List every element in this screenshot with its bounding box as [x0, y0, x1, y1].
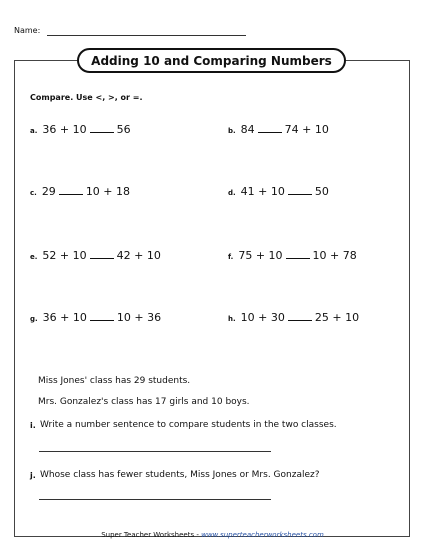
problem-letter: e. — [30, 253, 38, 261]
problem-left-expression: 52 + 10 — [42, 249, 87, 262]
problem-letter: b. — [228, 127, 236, 135]
problem-letter: f. — [228, 253, 234, 261]
question-j-text: Whose class has fewer students, Miss Jones or Mrs. Gonzalez? — [40, 470, 320, 480]
problem-letter: a. — [30, 127, 38, 135]
problem-d — [228, 185, 329, 198]
story-line-1: Miss Jones' class has 29 students. — [38, 376, 191, 386]
question-letter-i: i. — [30, 421, 36, 430]
problem-b — [228, 123, 329, 136]
problem-letter: g. — [30, 315, 38, 323]
problem-h — [228, 311, 359, 324]
problem-g — [30, 311, 161, 324]
footer-brand: Super Teacher Worksheets — [101, 531, 195, 539]
instructions: Compare. Use <, >, or =. — [30, 93, 143, 102]
name-field[interactable] — [47, 35, 246, 36]
worksheet-title: Adding 10 and Comparing Numbers — [77, 48, 346, 73]
problem-left-expression: 41 + 10 — [240, 185, 285, 198]
problem-right-expression: 10 + 36 — [116, 311, 162, 324]
problem-a — [30, 123, 131, 136]
name-label: Name: — [14, 26, 41, 35]
problem-left-expression: 84 — [240, 123, 255, 136]
answer-line-i[interactable] — [39, 451, 271, 452]
footer-separator: - — [194, 531, 202, 539]
comparison-blank[interactable] — [288, 319, 312, 321]
problem-left-expression: 36 + 10 — [42, 311, 87, 324]
comparison-blank[interactable] — [258, 131, 282, 133]
comparison-blank[interactable] — [90, 257, 114, 259]
problem-c — [30, 185, 130, 198]
problem-right-expression: 10 + 18 — [85, 185, 131, 198]
problem-right-expression: 25 + 10 — [314, 311, 360, 324]
comparison-blank[interactable] — [288, 193, 312, 195]
problem-right-expression: 74 + 10 — [284, 123, 329, 136]
problem-right-expression: 42 + 10 — [116, 249, 161, 262]
comparison-blank[interactable] — [90, 319, 114, 321]
problem-letter: d. — [228, 189, 236, 197]
problem-right-expression: 50 — [314, 185, 329, 198]
problem-right-expression: 10 + 78 — [312, 249, 357, 262]
footer-website-link[interactable]: www.superteacherworksheets.com — [201, 531, 324, 539]
problem-left-expression: 10 + 30 — [240, 311, 285, 324]
comparison-blank[interactable] — [286, 257, 310, 259]
comparison-blank[interactable] — [90, 131, 114, 133]
question-letter-j: j. — [30, 471, 36, 480]
answer-line-j[interactable] — [39, 499, 271, 500]
problem-left-expression: 29 — [41, 185, 56, 198]
footer — [0, 531, 425, 539]
problem-letter: h. — [228, 315, 236, 323]
question-i-text: Write a number sentence to compare students in the two classes. — [40, 420, 337, 430]
problem-right-expression: 56 — [116, 123, 131, 136]
problem-left-expression: 36 + 10 — [42, 123, 87, 136]
problem-e — [30, 249, 161, 262]
problem-f — [228, 249, 357, 262]
problem-left-expression: 75 + 10 — [238, 249, 283, 262]
comparison-blank[interactable] — [59, 193, 83, 195]
problem-letter: c. — [30, 189, 37, 197]
story-line-2: Mrs. Gonzalez's class has 17 girls and 10 boys. — [38, 397, 250, 407]
